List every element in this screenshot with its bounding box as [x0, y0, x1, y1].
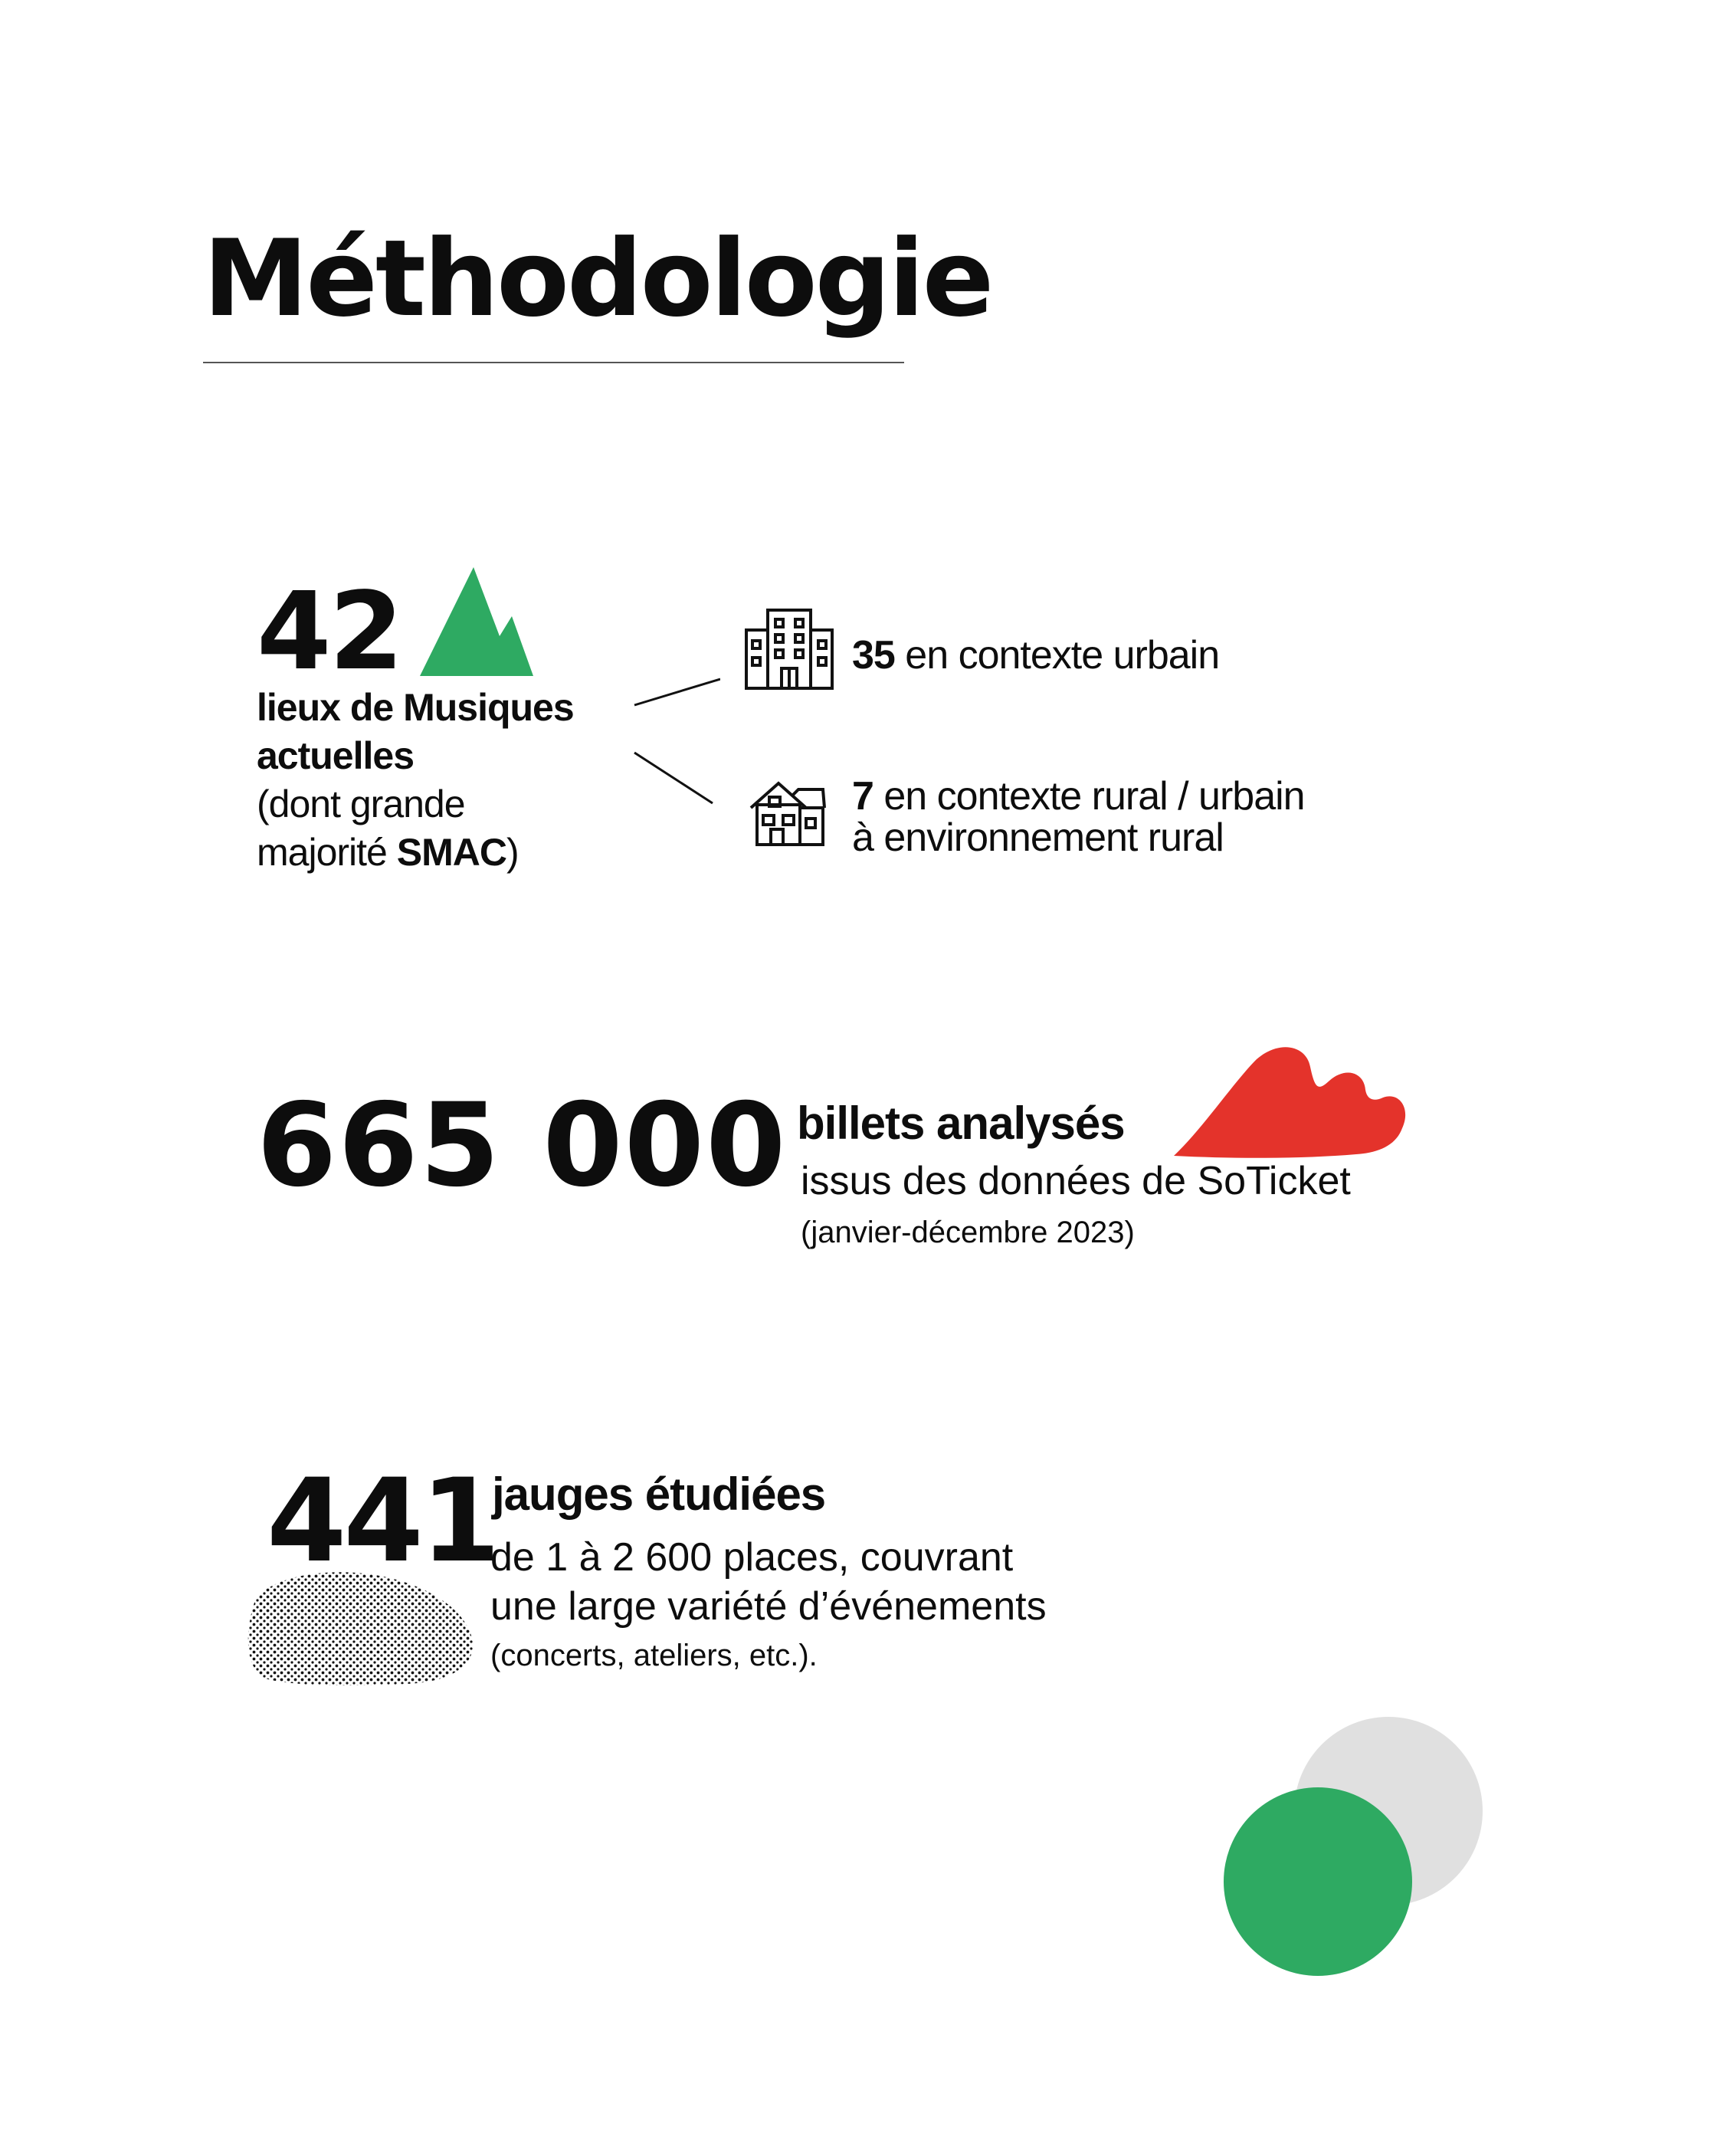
venues-label-majorite: majorité: [257, 831, 397, 874]
page-title: Méthodologie: [203, 217, 992, 340]
capacities-line-2: une large variété d’événements: [490, 1584, 1047, 1629]
capacities-line-1: de 1 à 2 600 places, couvrant: [490, 1535, 1014, 1580]
urban-count: 35: [852, 633, 895, 678]
venues-label-line-3: (dont grande: [257, 783, 465, 825]
venues-label-line-4: [257, 829, 574, 877]
connector-line-rural: [634, 753, 713, 803]
tickets-count: 665 000: [257, 1079, 788, 1213]
green-circle: [1224, 1787, 1412, 1976]
rural-text-1: en contexte rural / urbain: [873, 774, 1305, 819]
house-icon: [749, 780, 826, 848]
venues-label-line-2: actuelles: [257, 734, 415, 777]
venues-label-smac: SMAC: [396, 831, 506, 874]
capacities-note: (concerts, ateliers, etc.).: [490, 1639, 818, 1672]
venues-label: [257, 684, 574, 877]
urban-text: en contexte urbain: [894, 633, 1220, 678]
venues-label-line-1: lieux de Musiques: [257, 686, 574, 729]
tickets-headline: billets analysés: [797, 1098, 1125, 1149]
red-cloud-shape: [1172, 1044, 1410, 1160]
rural-context-line-2: à environnement rural: [852, 815, 1224, 860]
connector-line-urban: [634, 679, 720, 705]
capacities-headline: jauges étudiées: [492, 1469, 826, 1520]
venues-label-close-paren: ): [506, 831, 519, 874]
capacities-description: [490, 1533, 1047, 1631]
apartment-building-icon: [743, 607, 835, 691]
tickets-period: (janvier-décembre 2023): [801, 1216, 1135, 1249]
rural-context-line-1: [852, 776, 1305, 817]
rural-count: 7: [852, 774, 873, 819]
capacities-count: 441: [267, 1455, 498, 1588]
mountain-icon: [420, 566, 535, 679]
urban-context: [852, 635, 1219, 676]
overlapping-circles-decoration: [1218, 1713, 1486, 1981]
title-divider: [203, 362, 904, 363]
rural-context: [852, 776, 1305, 858]
tickets-source: issus des données de SoTicket: [801, 1159, 1351, 1203]
connector-lines: [628, 667, 720, 812]
venues-count: 42: [257, 569, 402, 694]
